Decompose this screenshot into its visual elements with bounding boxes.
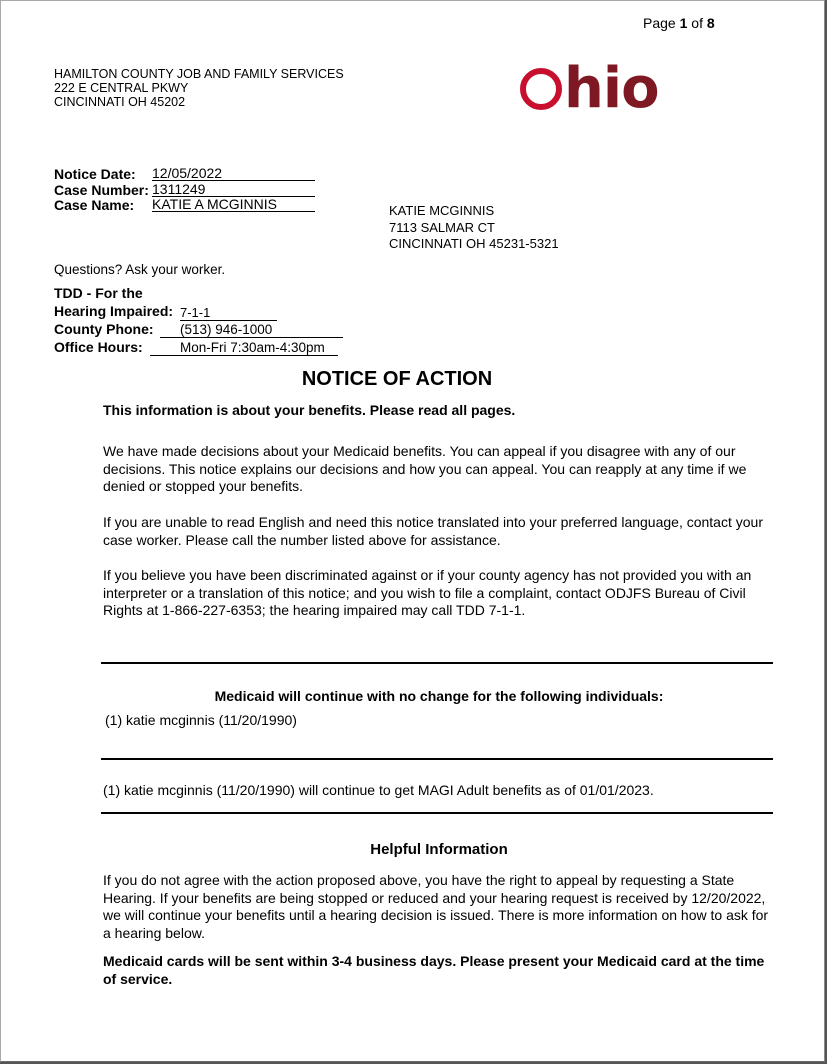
- county-phone-label: County Phone:: [54, 321, 154, 337]
- continue-individual: (1) katie mcginnis (11/20/1990): [105, 712, 297, 728]
- tdd-value: 7-1-1: [180, 306, 277, 321]
- office-hours-value: Mon-Fri 7:30am-4:30pm: [150, 341, 338, 356]
- recipient-name: KATIE MCGINNIS: [389, 203, 495, 218]
- notice-date-value: 12/05/2022: [152, 166, 315, 181]
- notice-title: NOTICE OF ACTION: [301, 368, 493, 390]
- page-indicator: Page 1 of 8: [643, 15, 715, 31]
- paragraph-decisions: We have made decisions about your Medicaid benefits. You can appeal if you disagree with any of our decisions. This notice explains our decisions and how you can appeal. You can reapply at any time if we denied or stopped your benefits.: [103, 443, 747, 494]
- page-current: 1: [679, 15, 688, 31]
- agency-name: HAMILTON COUNTY JOB AND FAMILY SERVICES: [54, 67, 344, 81]
- tdd-label-line2: Hearing Impaired:: [54, 303, 174, 319]
- contact-info: [54, 285, 325, 357]
- notice-date-label: Notice Date:: [54, 166, 136, 182]
- agency-city: CINCINNATI OH 45202: [54, 95, 186, 109]
- recipient-address: [389, 203, 559, 253]
- office-hours-label: Office Hours:: [54, 339, 143, 355]
- helpful-text: If you do not agree with the action proposed above, you have the right to appeal by requesting a State Hearing. If your benefits are being stopped or reduced and your hearing request is received by 12/20/2022, we will continue your benefits until a hearing decision is issued. There is more information on how to ask for a hearing below.: [103, 872, 769, 941]
- case-name-label: Case Name:: [54, 197, 135, 213]
- recipient-street: 7113 SALMAR CT: [389, 219, 495, 235]
- recipient-city: CINCINNATI OH 45231-5321: [389, 236, 559, 251]
- notice-info: [54, 165, 277, 213]
- case-name-value: KATIE A MCGINNIS: [152, 197, 315, 212]
- county-phone-value: (513) 946-1000: [160, 323, 343, 338]
- questions-line: Questions? Ask your worker.: [54, 262, 226, 277]
- paragraph-discrimination: If you believe you have been discriminated against or if your county agency has not provided you with an interpreter or a translation of this notice; and you wish to file a complaint, contact ODJFS Bureau of Civil Rights at 1-866-227-6353; the hearing impaired may call TDD 7-1-1.: [103, 567, 752, 618]
- continue-heading: Medicaid will continue with no change for the following individuals:: [214, 688, 664, 704]
- intro-statement: This information is about your benefits. Please read all pages.: [103, 402, 516, 418]
- continue-detail: (1) katie mcginnis (11/20/1990) will continue to get MAGI Adult benefits as of 01/01/2023.: [103, 782, 654, 798]
- section-divider: [101, 812, 773, 814]
- case-number-label: Case Number:: [54, 182, 149, 198]
- section-divider: [101, 662, 773, 664]
- helpful-heading: Helpful Information: [370, 841, 508, 858]
- ohio-logo: hio: [520, 56, 659, 122]
- agency-address: [54, 67, 344, 109]
- page-total: 8: [706, 15, 715, 31]
- medicaid-cards-note: Medicaid cards will be sent within 3-4 business days. Please present your Medicaid card at the time of service.: [103, 953, 765, 987]
- paragraph-translation: If you are unable to read English and need this notice translated into your preferred language, contact your case worker. Please call the number listed above for assistance.: [103, 514, 763, 548]
- case-number-value: 1311249: [152, 182, 315, 197]
- tdd-label-line1: TDD - For the: [54, 285, 143, 301]
- section-divider: [101, 758, 773, 760]
- agency-street: 222 E CENTRAL PKWY: [54, 81, 189, 95]
- ohio-logo-o-icon: [520, 68, 562, 110]
